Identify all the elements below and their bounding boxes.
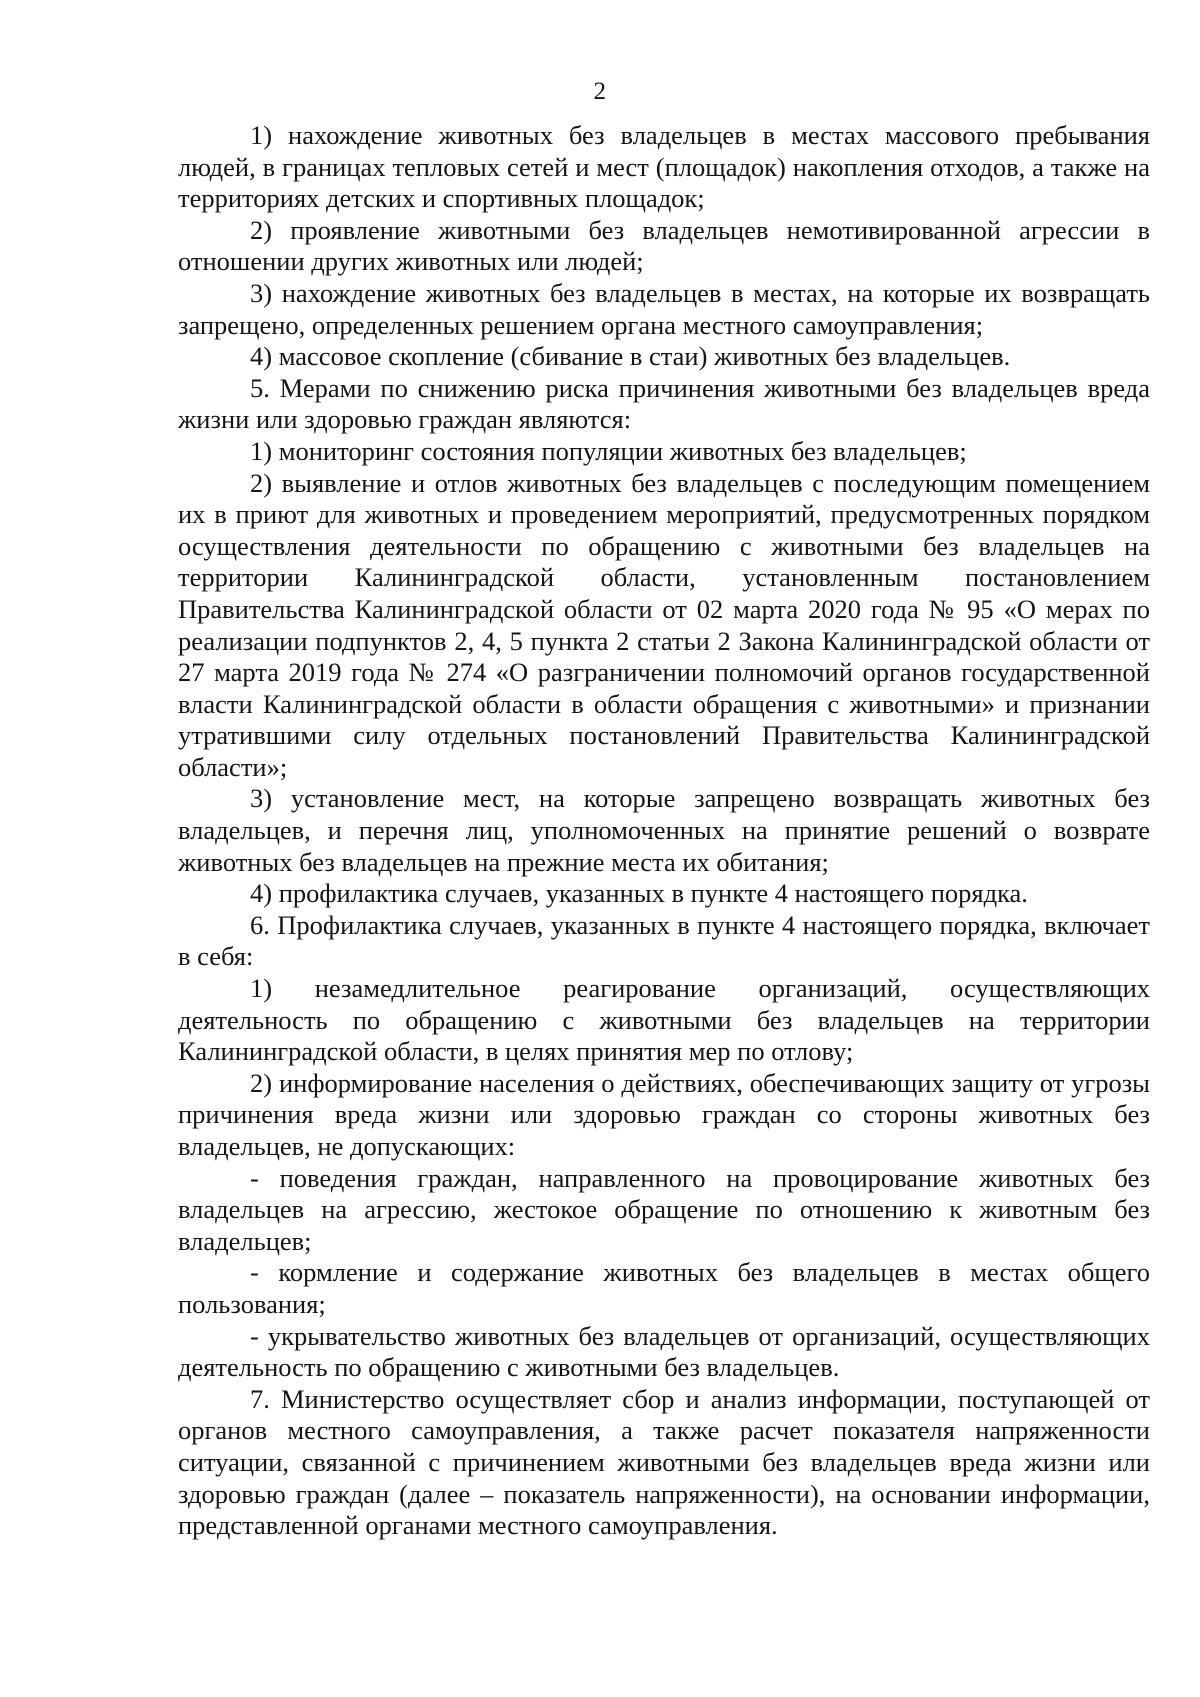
paragraph-6-dash-3: - укрывательство животных без владельцев от организаций, осуществляющих деятельность по обращению с животными без владельцев. bbox=[178, 1320, 1150, 1383]
paragraph-item-4: 4) массовое скопление (сбивание в стаи) животных без владельцев. bbox=[250, 341, 1011, 372]
paragraph-6-dash-2: - кормление и содержание животных без владельцев в местах общего пользования; bbox=[178, 1257, 1150, 1319]
document-body bbox=[178, 120, 1150, 1542]
paragraph-section-5: 5. Мерами по снижению риска причинения животными без владельцев вреда жизни или здоровью граждан являются: bbox=[178, 372, 1150, 435]
paragraph-5-item-2: 2) выявление и отлов животных без владельцев с последующим помещением их в приют для животных и проведением мероприятий, предусмотренных порядком осуществления деятельности по обращению с животными без владельцев на территории Калининградской области, установленным постановлением Правительства Калининградской области от 02 марта 2020 года № 95 «О мерах по реализации подпунктов 2, 4, 5 пункта 2 статьи 2 Закона Калининградской области от 27 марта 2019 года № 274 «О разграничении полномочий органов государственной власти Калининградской области в области обращения с животными» и признании утратившими силу отдельных постановлений Правительства Калининградской области»; bbox=[178, 467, 1150, 782]
paragraph-5-item-3: 3) установление мест, на которые запрещено возвращать животных без владельцев, и перечня лиц, уполномоченных на принятие решений о возврате животных без владельцев на прежние места их обитания; bbox=[178, 783, 1150, 877]
paragraph-5-item-4: 4) профилактика случаев, указанных в пункте 4 настоящего порядка. bbox=[250, 878, 1028, 909]
paragraph-5-item-1: 1) мониторинг состояния популяции животных без владельцев; bbox=[250, 435, 967, 466]
paragraph-item-3: 3) нахождение животных без владельцев в местах, на которые их возвращать запрещено, определенных решением органа местного самоуправления; bbox=[178, 277, 1150, 340]
paragraph-6-item-1: 1) незамедлительное реагирование организаций, осуществляющих деятельность по обращению с животными без владельцев на территории Калининградской области, в целях принятия мер по отлову; bbox=[178, 973, 1150, 1067]
paragraph-6-dash-1: - поведения граждан, направленного на провоцирование животных без владельцев на агрессию, жестокое обращение по отношению к животным без владельцев; bbox=[178, 1162, 1150, 1256]
paragraph-section-7: 7. Министерство осуществляет сбор и анализ информации, поступающей от органов местного самоуправления, а также расчет показателя напряженности ситуации, связанной с причинением животными без владельцев вреда жизни или здоровью граждан (далее – показатель напряженности), на основании информации, представленной органами местного самоуправления. bbox=[178, 1383, 1150, 1541]
paragraph-section-6: 6. Профилактика случаев, указанных в пункте 4 настоящего порядка, включает в себя: bbox=[178, 909, 1150, 972]
paragraph-item-2: 2) проявление животными без владельцев немотивированной агрессии в отношении других животных или людей; bbox=[178, 214, 1150, 277]
page-number: 2 bbox=[593, 78, 607, 105]
paragraph-6-item-2: 2) информирование населения о действиях, обеспечивающих защиту от угрозы причинения вреда жизни или здоровью граждан со стороны животных без владельцев, не допускающих: bbox=[178, 1067, 1150, 1161]
paragraph-item-1: 1) нахождение животных без владельцев в местах массового пребывания людей, в границах тепловых сетей и мест (площадок) накопления отходов, а также на территориях детских и спортивных площадок; bbox=[178, 120, 1150, 214]
